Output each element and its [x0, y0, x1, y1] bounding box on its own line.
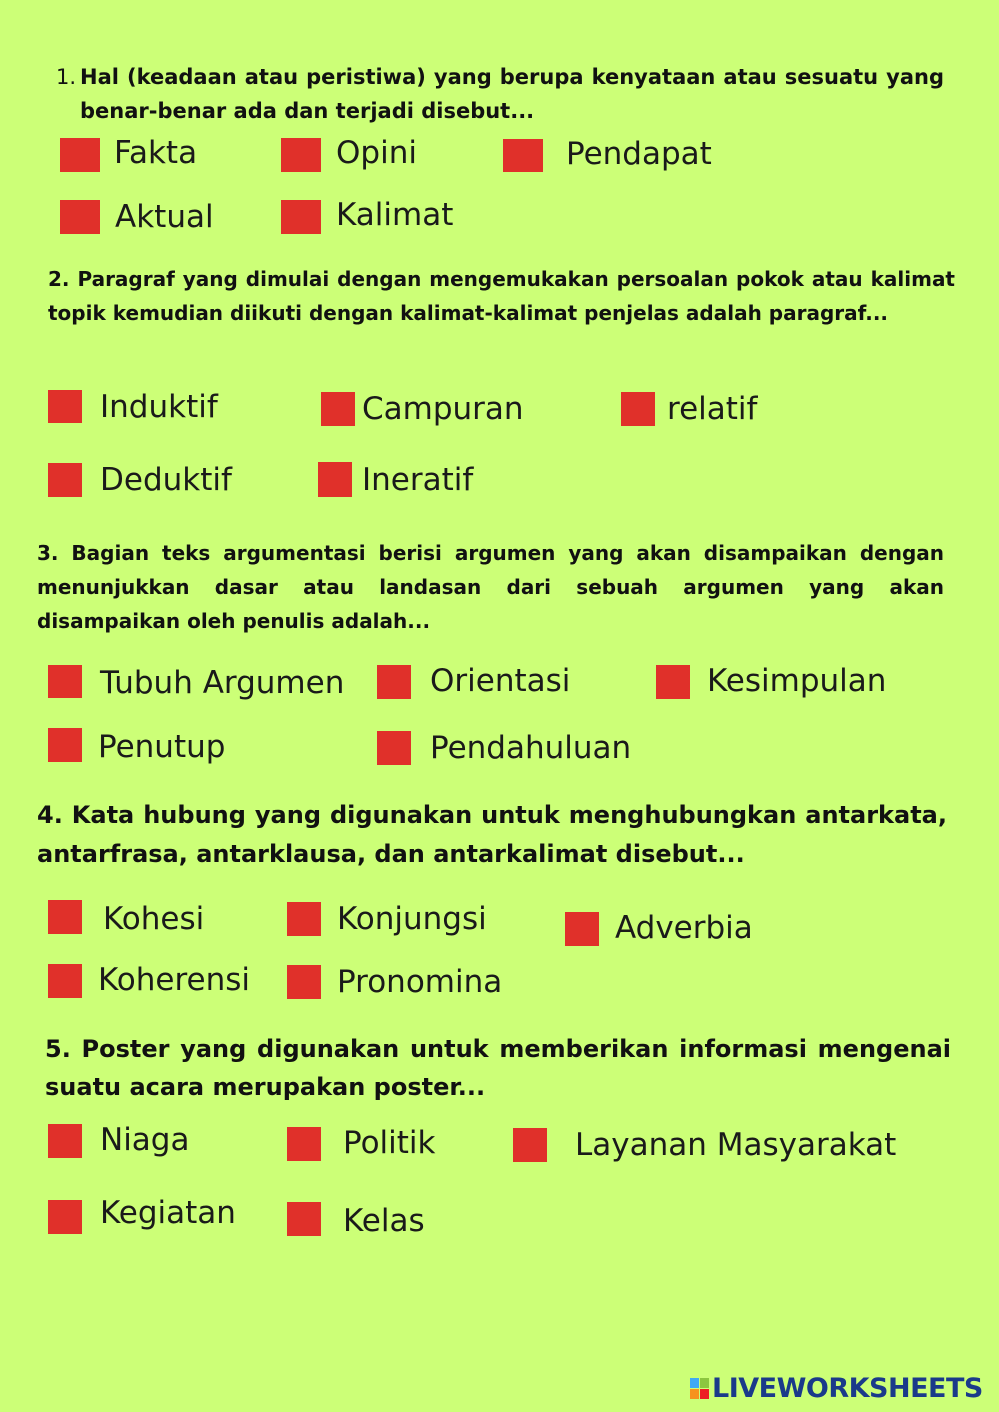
question-1-body: Hal (keadaan atau peristiwa) yang berupa kenyataan atau sesuatu yang benar-benar ada dan terjadi disebut...	[80, 65, 944, 123]
q1-checkbox-2[interactable]	[281, 138, 321, 172]
q3-option-label-4: Penutup	[98, 729, 226, 765]
q1-checkbox-5[interactable]	[281, 200, 321, 234]
question-4-text: 4. Kata hubung yang digunakan untuk menghubungkan antarkata, antarfrasa, antarklausa, dan antarkalimat disebut...	[37, 801, 947, 868]
q5-option-label-5: Kelas	[343, 1203, 425, 1239]
q2-option-label-1: Induktif	[100, 389, 218, 425]
q1-option-label-3: Pendapat	[566, 136, 712, 172]
q3-option-label-2: Orientasi	[430, 663, 571, 699]
q4-option-label-4: Koherensi	[98, 962, 251, 998]
q5-option-label-1: Niaga	[100, 1122, 190, 1158]
q1-option-label-4: Aktual	[115, 199, 214, 235]
q1-checkbox-3[interactable]	[503, 139, 543, 172]
q2-option-label-2: Campuran	[362, 391, 524, 427]
q2-checkbox-4[interactable]	[48, 463, 82, 497]
q4-option-label-2: Konjungsi	[337, 901, 487, 937]
q2-option-label-5: Ineratif	[362, 462, 474, 498]
q5-checkbox-1[interactable]	[48, 1124, 82, 1158]
q1-option-label-1: Fakta	[114, 135, 198, 171]
q4-checkbox-1[interactable]	[48, 900, 82, 934]
question-2-text: 2. Paragraf yang dimulai dengan mengemukakan persoalan pokok atau kalimat topik kemudian diikuti dengan kalimat-kalimat penjelas adalah paragraf...	[48, 267, 955, 325]
q3-checkbox-1[interactable]	[48, 665, 82, 698]
q5-option-label-4: Kegiatan	[100, 1195, 236, 1231]
q3-checkbox-3[interactable]	[656, 665, 690, 699]
q4-checkbox-3[interactable]	[565, 912, 599, 946]
question-1-number: 1.	[56, 65, 77, 89]
q5-checkbox-5[interactable]	[287, 1202, 321, 1236]
q4-option-label-1: Kohesi	[103, 901, 205, 937]
q3-option-label-1: Tubuh Argumen	[100, 665, 345, 701]
live-logo-icon	[690, 1378, 709, 1399]
q2-option-label-3: relatif	[667, 391, 758, 427]
q5-checkbox-3[interactable]	[513, 1128, 547, 1162]
q4-checkbox-4[interactable]	[48, 964, 82, 998]
q4-option-label-3: Adverbia	[615, 910, 753, 946]
q5-checkbox-4[interactable]	[48, 1200, 82, 1234]
q3-option-label-5: Pendahuluan	[430, 730, 632, 766]
q3-checkbox-4[interactable]	[48, 728, 82, 762]
q4-checkbox-5[interactable]	[287, 965, 321, 999]
q4-checkbox-2[interactable]	[287, 902, 321, 936]
question-5-text: 5. Poster yang digunakan untuk memberikan informasi mengenai suatu acara merupakan poster...	[45, 1035, 951, 1101]
q3-checkbox-5[interactable]	[377, 731, 411, 765]
q1-option-label-5: Kalimat	[336, 197, 454, 233]
q2-checkbox-2[interactable]	[321, 392, 355, 426]
q4-option-label-5: Pronomina	[337, 964, 503, 1000]
brand-text: LIVEWORKSHEETS	[712, 1372, 983, 1404]
q3-option-label-3: Kesimpulan	[707, 663, 887, 699]
q5-option-label-2: Politik	[343, 1125, 436, 1161]
q5-option-label-3: Layanan Masyarakat	[575, 1127, 897, 1163]
q2-checkbox-5[interactable]	[318, 462, 352, 497]
q1-checkbox-1[interactable]	[60, 138, 100, 172]
q3-checkbox-2[interactable]	[377, 665, 411, 699]
q2-checkbox-1[interactable]	[48, 390, 82, 423]
question-1-text	[56, 60, 944, 128]
q2-checkbox-3[interactable]	[621, 392, 655, 426]
q5-checkbox-2[interactable]	[287, 1127, 321, 1161]
question-3-text: 3. Bagian teks argumentasi berisi argumen yang akan disampaikan dengan menunjukkan dasar atau landasan dari sebuah argumen yang akan disampaikan oleh penulis adalah...	[37, 541, 944, 633]
q1-checkbox-4[interactable]	[60, 200, 100, 234]
liveworksheets-logo	[690, 1371, 983, 1405]
q1-option-label-2: Opini	[336, 135, 417, 171]
q2-option-label-4: Deduktif	[100, 462, 232, 498]
